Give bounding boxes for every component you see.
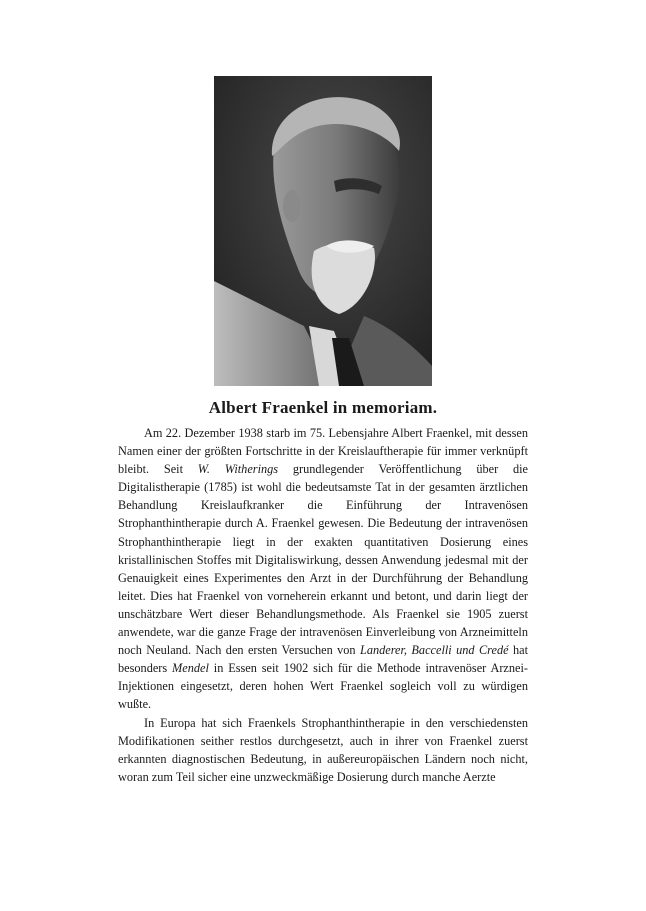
article (118, 398, 528, 786)
article-title: Albert Fraenkel in memoriam. (208, 398, 438, 417)
text-run: in Essen seit 1902 sich für die Methode intravenöser Arznei-Injektionen eingesetzt, deren hohen Wert Fraenkel sogleich voll zu würdigen wußte. (118, 661, 529, 712)
text-run: hat besonders (118, 643, 528, 676)
italic-name: Mendel (172, 661, 209, 676)
article-paragraph-1 (118, 424, 528, 714)
text-run: grundlegender Veröffentlichung über die Digitalistherapie (1785) ist wohl die bedeutsamste Tat in der gesamten ärztlichen Behandlung Kreislaufkranker die Einführung der Intravenösen Strophanthintherapie durch A. Fraenkel gewesen. Die Bedeutung der intravenösen Strophanthintherapie liegt in der exakten quantitativen Dosierung eines kristallinischen Stoffes mit Digitaliswirkung, dessen Anwendung jedesmal mit der Genauigkeit eines Experimentes den Arzt in der Durchführung der Behandlung leitet. Dies hat Fraenkel von vorneherein erkannt und betont, und darin liegt der unschätzbare Wert dieser Behandlungsmethode. Als Fraenkel sie 1905 zuerst anwendete, war die ganze Frage der intravenösen Einverleibung von Arzneimitteln noch Neuland. Nach den ersten Versuchen von (118, 462, 529, 658)
italic-name: Landerer, Baccelli und Credé (359, 643, 509, 658)
portrait-image (214, 76, 432, 386)
text-run: Am 22. Dezember 1938 starb im 75. Lebensjahre Albert Fraenkel, mit dessen Namen einer der größten Fortschritte in der Kreislauftherapie für immer verknüpft bleibt. Seit (118, 426, 528, 477)
italic-name: W. Witherings (197, 462, 279, 477)
article-paragraph-2: In Europa hat sich Fraenkels Strophanthintherapie in den verschiedensten Modifikationen seither restlos durchgesetzt, auch in ihrer von Fraenkel zuerst erkannten diagnostischen Bedeutung, in außereuropäischen Ländern noch nicht, woran zum Teil sicher eine unzweckmäßige Dosierung durch manche Aerzte (118, 715, 528, 784)
portrait-photo (214, 76, 432, 386)
